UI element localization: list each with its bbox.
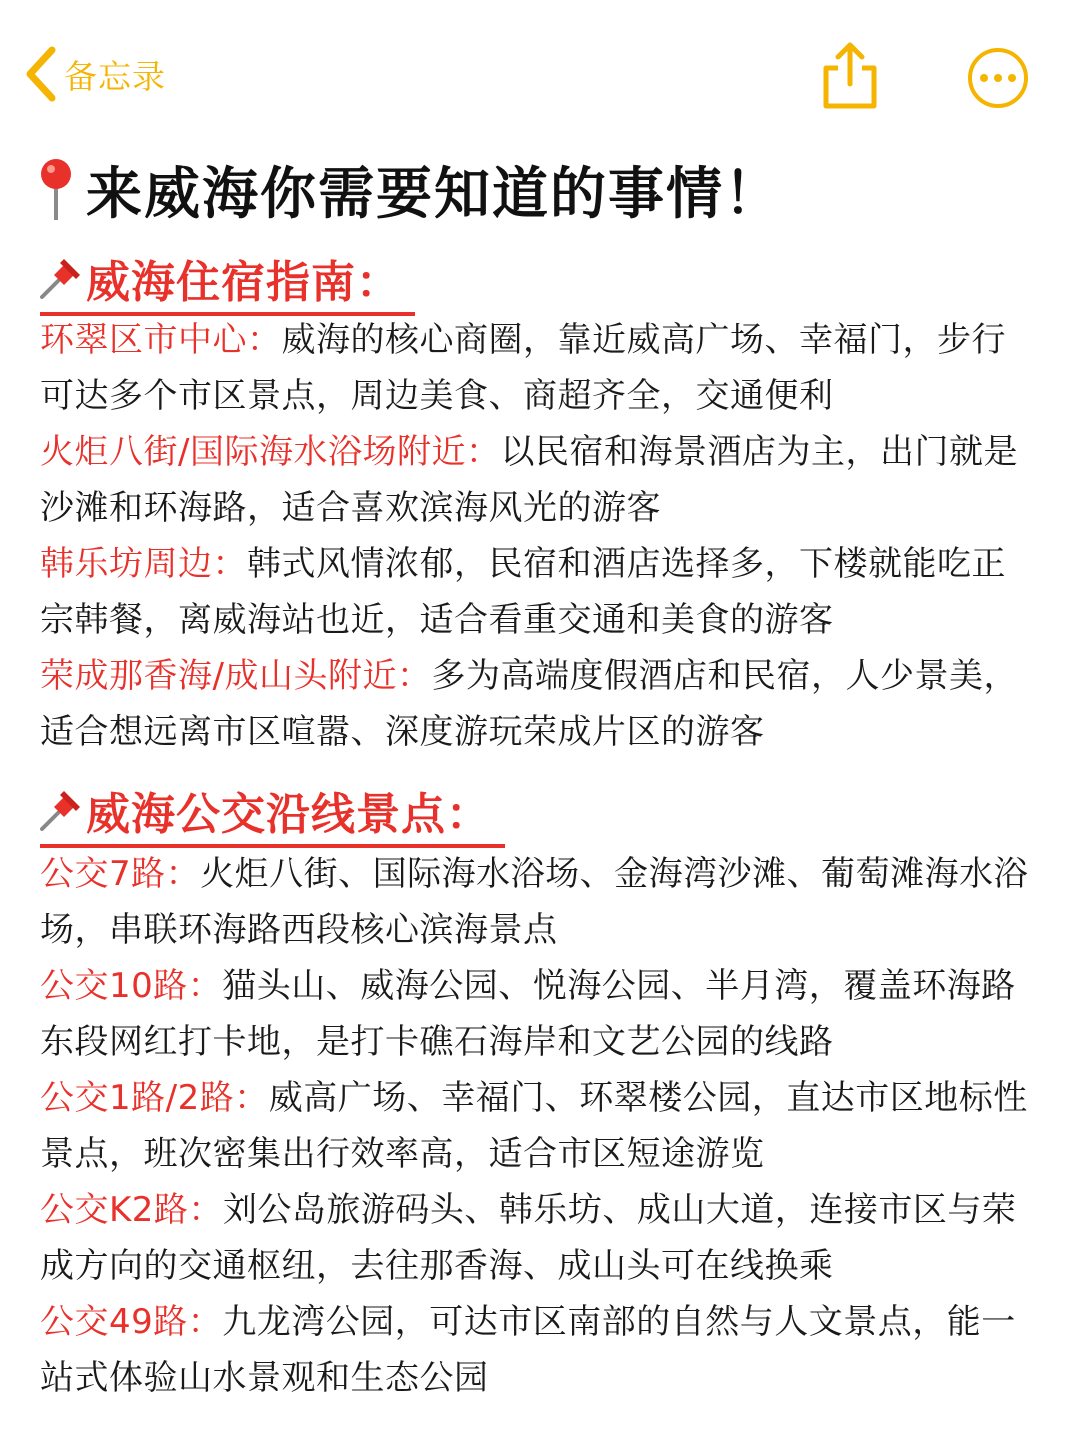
item-key: 公交1路/2路： — [40, 1078, 269, 1118]
list-item — [40, 648, 1040, 760]
list-item — [40, 312, 1040, 424]
accommodation-list — [40, 312, 1040, 760]
item-text: 火炬八街、国际海水浴场、金海湾沙滩、葡萄滩海水浴场，串联环海路西段核心滨海景点 — [40, 854, 1029, 950]
back-button[interactable] — [22, 46, 166, 102]
item-key: 公交10路： — [40, 966, 223, 1006]
item-key: 荣成那香海/成山头附近： — [40, 656, 432, 696]
item-key: 公交49路： — [40, 1302, 223, 1342]
list-item — [40, 536, 1040, 648]
section-heading-text: 威海公交沿线景点： — [86, 789, 491, 840]
section-heading-text: 威海住宿指南： — [86, 257, 401, 308]
item-text: 九龙湾公园，可达市区南部的自然与人文景点，能一站式体验山水景观和生态公园 — [40, 1302, 1016, 1398]
item-text: 以民宿和海景酒店为主，出门就是沙滩和环海路，适合喜欢滨海风光的游客 — [40, 432, 1018, 528]
item-text: 刘公岛旅游码头、韩乐坊、成山大道，连接市区与荣成方向的交通枢纽，去往那香海、成山头可在线换乘 — [40, 1190, 1017, 1286]
item-text: 威高广场、幸福门、环翠楼公园，直达市区地标性景点，班次密集出行效率高，适合市区短途游览 — [40, 1078, 1028, 1174]
pushpin-icon — [36, 253, 86, 303]
item-key: 公交7路： — [40, 854, 201, 894]
section-heading-accommodation — [36, 246, 401, 310]
chevron-left-icon — [22, 46, 58, 102]
more-button[interactable] — [968, 48, 1028, 108]
list-item — [40, 846, 1040, 958]
back-label: 备忘录 — [64, 56, 166, 96]
navigation-bar — [0, 0, 1080, 150]
item-key: 韩乐坊周边： — [40, 544, 247, 584]
item-text: 多为高端度假酒店和民宿，人少景美，适合想远离市区喧嚣、深度游玩荣成片区的游客 — [40, 656, 1018, 752]
section-heading-bus — [36, 778, 491, 842]
list-item — [40, 424, 1040, 536]
note-title — [36, 150, 782, 230]
share-button[interactable] — [818, 40, 882, 116]
item-text: 猫头山、威海公园、悦海公园、半月湾，覆盖环海路东段网红打卡地，是打卡礁石海岸和文艺公园的线路 — [40, 966, 1016, 1062]
item-key: 公交K2路： — [40, 1190, 223, 1230]
share-icon — [818, 40, 882, 112]
pushpin-icon — [36, 785, 86, 835]
item-text: 韩式风情浓郁，民宿和酒店选择多，下楼就能吃正宗韩餐，离威海站也近，适合看重交通和美食的游客 — [40, 544, 1006, 640]
list-item — [40, 1182, 1040, 1294]
list-item — [40, 958, 1040, 1070]
item-text: 威海的核心商圈，靠近威高广场、幸福门，步行可达多个市区景点，周边美食、商超齐全，交通便利 — [40, 320, 1006, 416]
item-key: 火炬八街/国际海水浴场附近： — [40, 432, 501, 472]
list-item — [40, 1070, 1040, 1182]
list-item — [40, 1294, 1040, 1406]
page-title: 来威海你需要知道的事情！ — [86, 162, 782, 227]
bus-route-list — [40, 846, 1040, 1406]
item-key: 环翠区市中心： — [40, 320, 282, 360]
round-pushpin-icon — [36, 156, 76, 224]
more-icon — [980, 74, 1016, 82]
